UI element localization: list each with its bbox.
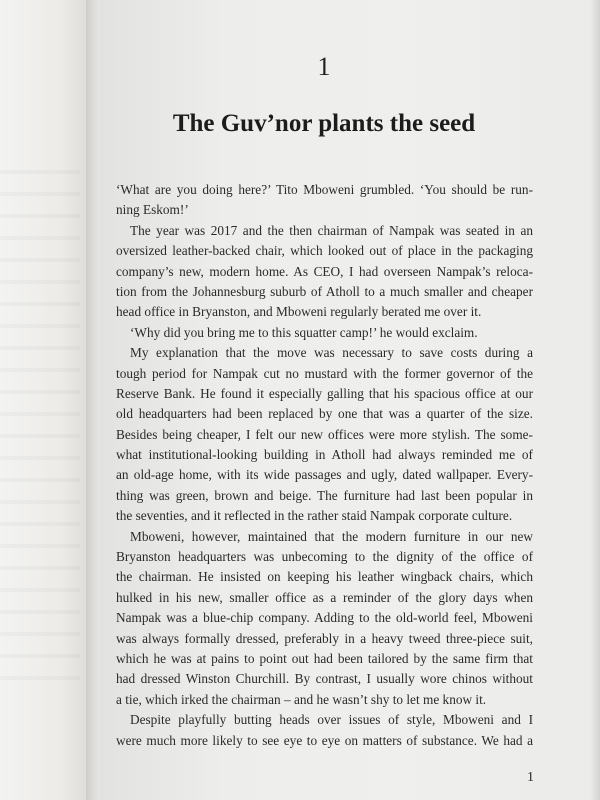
body-line: Despite playfully butting heads over issues of style, Mboweni and I: [130, 712, 533, 728]
body-line: hulked in his new, smaller office as a reminder of the glory days when: [116, 589, 533, 605]
body-line: what institutional-looking building in Atholl had always reminded me of: [116, 447, 533, 463]
body-line: company’s new, modern home. As CEO, I had overseen Nampak’s reloca-: [116, 263, 533, 279]
body-line: The year was 2017 and the then chairman of Nampak was seated in an: [130, 222, 533, 238]
body-line: had dressed Winston Churchill. By contrast, I usually wore chinos without: [116, 671, 533, 687]
body-line: the seventies, and it reflected in the rather staid Nampak corporate culture.: [116, 508, 513, 524]
body-line: an old-age home, with its wide passages and ugly, dated wallpaper. Every-: [116, 467, 533, 483]
body-line: Nampak was a blue-chip company. Adding to the old-world feel, Mboweni: [116, 610, 533, 626]
body-line: Mboweni, however, maintained that the modern furniture in our new: [130, 528, 533, 544]
body-line: the chairman. He insisted on keeping his leather wingback chairs, which: [116, 569, 533, 585]
facing-page-bleed-through: [0, 160, 80, 680]
body-line: old headquarters had been replaced by one that was a quarter of the size.: [116, 406, 533, 422]
book-gutter: [86, 0, 100, 800]
body-line: tion from the Johannesburg suburb of Atholl to a much smaller and cheaper: [116, 283, 533, 299]
body-line: thing was green, brown and beige. The furniture had last been popular in: [116, 487, 533, 503]
body-line: head office in Bryanston, and Mboweni regularly berated me over it.: [116, 304, 482, 320]
body-line: tough period for Nampak cut no mustard with the former governor of the: [116, 365, 533, 381]
chapter-number: 1: [317, 52, 331, 81]
body-line: a tie, which irked the chairman – and he wasn’t shy to let me know it.: [116, 691, 487, 707]
body-line: Reserve Bank. He found it especially galling that his spacious office at our: [116, 385, 533, 401]
chapter-title: The Guv’nor plants the seed: [172, 110, 476, 137]
page-edge-shadow: [590, 0, 600, 800]
chapter-body: [116, 180, 533, 751]
body-line: ‘Why did you bring me to this squatter camp!’ he would exclaim.: [130, 324, 478, 340]
page-number: 1: [527, 770, 534, 785]
body-line: Besides being cheaper, I felt our new offices were more stylish. The some-: [116, 426, 533, 442]
body-line: were much more likely to see eye to eye on matters of substance. We had a: [116, 732, 533, 748]
body-line: ‘What are you doing here?’ Tito Mboweni grumbled. ‘You should be run-: [116, 182, 533, 197]
body-line: ning Eskom!’: [116, 202, 189, 218]
facing-page: [0, 0, 88, 800]
body-line: Bryanston headquarters was unbecoming to the dignity of the office of: [116, 549, 533, 565]
body-line: My explanation that the move was necessary to save costs during a: [130, 345, 533, 361]
body-line: oversized leather-backed chair, which looked out of place in the packaging: [116, 243, 533, 259]
body-line: which he was at pains to point out had been tailored by the same firm that: [116, 650, 533, 666]
body-line: was always formally dressed, preferably in a heavy tweed three-piece suit,: [116, 630, 533, 646]
